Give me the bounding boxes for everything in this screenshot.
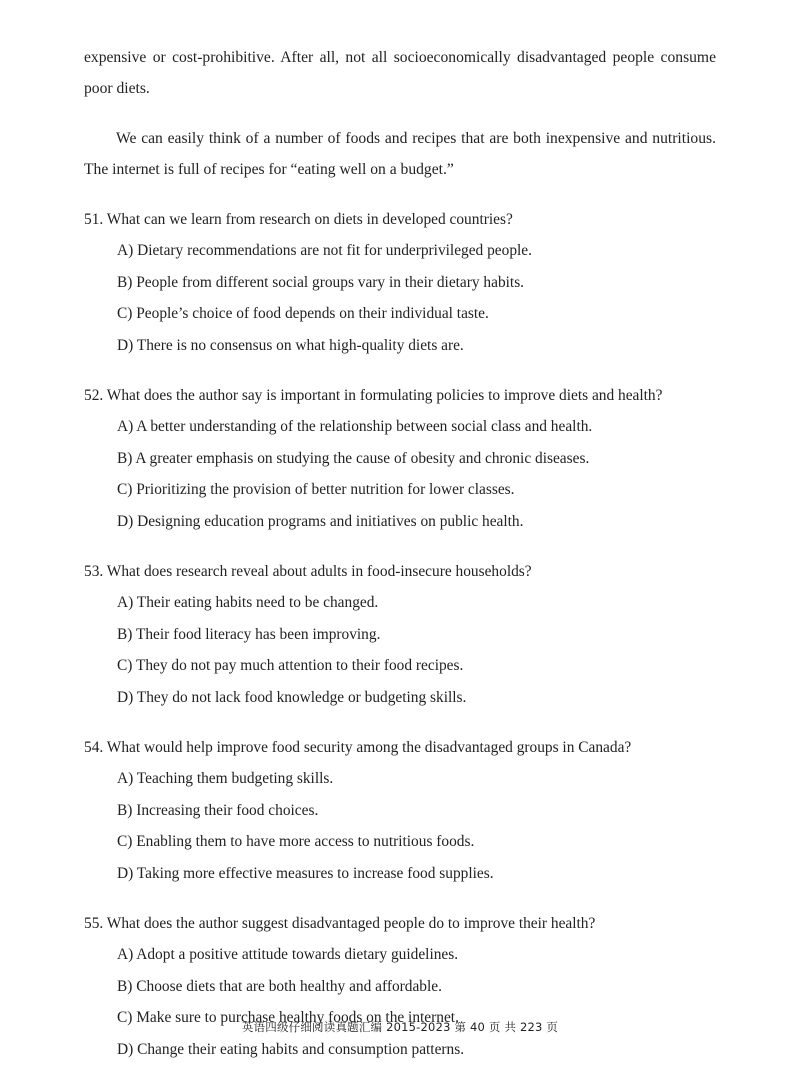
option-d: D) Taking more effective measures to increase food supplies.	[117, 864, 494, 882]
passage-paragraph-1: expensive or cost-prohibitive. After all, not all socioeconomically disadvantaged people consume poor diets.	[84, 49, 716, 97]
option-d: D) Designing education programs and initiatives on public health.	[117, 512, 524, 530]
option-c: C) They do not pay much attention to their food recipes.	[117, 657, 464, 674]
option-c: C) Prioritizing the provision of better nutrition for lower classes.	[117, 481, 515, 498]
option-d: D) Change their eating habits and consumption patterns.	[117, 1040, 465, 1058]
option-b: B) Increasing their food choices.	[117, 801, 319, 819]
question-52	[84, 380, 716, 537]
document-page	[84, 42, 716, 1065]
page-footer	[0, 1019, 800, 1035]
option-b: B) People from different social groups vary in their dietary habits.	[117, 273, 525, 291]
option-a: A) A better understanding of the relationship between social class and health.	[117, 418, 593, 435]
option-c: C) Enabling them to have more access to nutritious foods.	[117, 833, 475, 850]
question-51	[84, 204, 716, 361]
question-54	[84, 732, 716, 889]
option-d: D) They do not lack food knowledge or budgeting skills.	[117, 688, 467, 706]
question-stem: 51. What can we learn from research on diets in developed countries?	[84, 211, 513, 228]
passage-paragraph-2: We can easily think of a number of foods and recipes that are both inexpensive and nutritious. The internet is full of recipes for “eating well on a budget.”	[84, 130, 716, 178]
option-b: B) Choose diets that are both healthy and affordable.	[117, 977, 442, 995]
footer-text: 英语四级仔细阅读真题汇编 2015-2023 第 40 页 共 223 页	[241, 1020, 559, 1034]
option-d: D) There is no consensus on what high-quality diets are.	[117, 336, 464, 354]
question-stem: 55. What does the author suggest disadvantaged people do to improve their health?	[84, 915, 596, 932]
question-stem: 52. What does the author say is important in formulating policies to improve diets and health?	[84, 387, 663, 404]
question-53	[84, 556, 716, 713]
option-c: C) People’s choice of food depends on their individual taste.	[117, 305, 489, 322]
option-a: A) Their eating habits need to be changed.	[117, 594, 379, 611]
option-a: A) Teaching them budgeting skills.	[117, 770, 334, 787]
option-a: A) Adopt a positive attitude towards dietary guidelines.	[117, 946, 459, 963]
question-55	[84, 908, 716, 1065]
option-a: A) Dietary recommendations are not fit for underprivileged people.	[117, 242, 532, 259]
question-stem: 53. What does research reveal about adults in food-insecure households?	[84, 563, 532, 580]
option-b: B) A greater emphasis on studying the cause of obesity and chronic diseases.	[117, 449, 590, 467]
option-b: B) Their food literacy has been improving.	[117, 625, 381, 643]
question-stem: 54. What would help improve food security among the disadvantaged groups in Canada?	[84, 739, 632, 756]
option-c: C) Make sure to purchase healthy foods on the internet.	[117, 1009, 459, 1026]
